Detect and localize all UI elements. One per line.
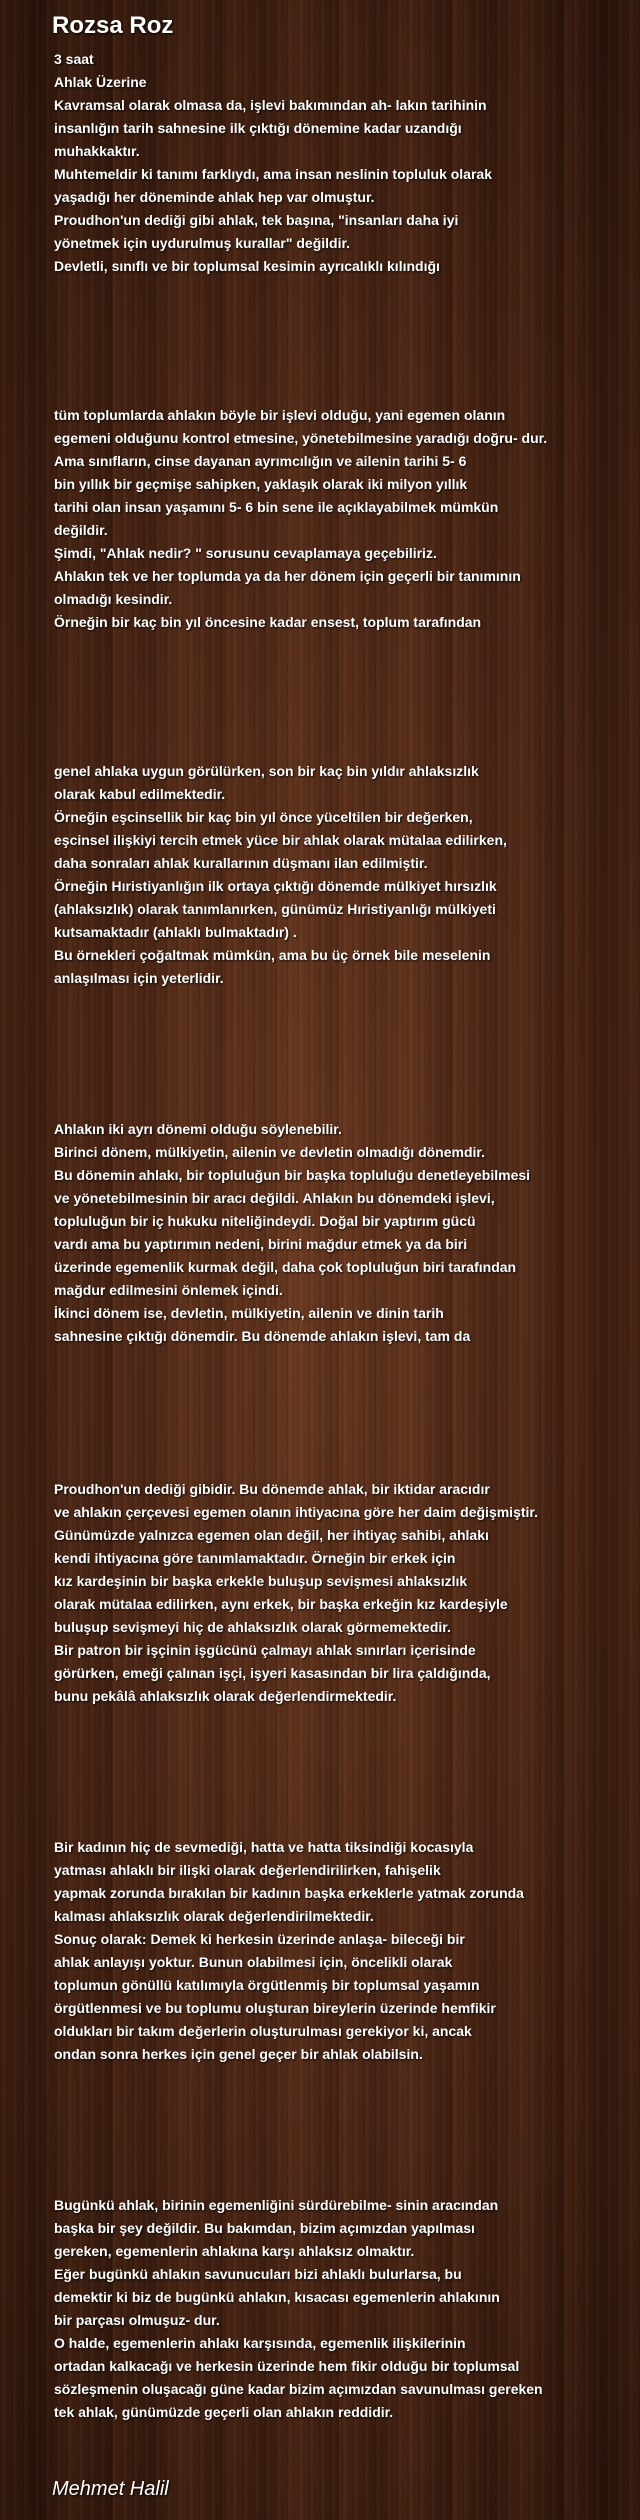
stanza-1 bbox=[54, 48, 634, 278]
poem-line: Bu dönemin ahlakı, bir topluluğun bir başka topluluğu denetleyebilmesi bbox=[54, 1167, 531, 1183]
poem-line: Örneğin Hıristiyanlığın ilk ortaya çıktığı dönemde mülkiyet hırsızlık bbox=[54, 878, 497, 894]
stanza-7 bbox=[54, 2194, 634, 2424]
poem-line: yönetmek için uydurulmuş kurallar" değildir. bbox=[54, 235, 351, 251]
author-signature: Mehmet Halil bbox=[52, 2478, 169, 2500]
poem-line: Kavramsal olarak olmasa da, işlevi bakımından ah- lakın tarihinin bbox=[54, 97, 487, 113]
poem-line: örgütlenmesi ve bu toplumu oluşturan bireylerin üzerinde hemfikir bbox=[54, 2000, 496, 2016]
poem-line: Muhtemeldir ki tanımı farklıydı, ama insan neslinin topluluk olarak bbox=[54, 166, 492, 182]
poem-line: muhakkaktır. bbox=[54, 143, 140, 159]
poem-line: insanlığın tarih sahnesine ilk çıktığı dönemine kadar uzandığı bbox=[54, 120, 462, 136]
poem-line: yapmak zorunda bırakılan bir kadının başka erkeklerle yatmak zorunda bbox=[54, 1885, 524, 1901]
poem-line: bir parçası olmuşuz- dur. bbox=[54, 2312, 220, 2328]
poem-title: Rozsa Roz bbox=[52, 12, 174, 39]
poem-line: bin yıllık bir geçmişe sahipken, yaklaşık olarak iki milyon yıllık bbox=[54, 476, 468, 492]
poem-line: başka bir şey değildir. Bu bakımdan, bizim açımızdan yapılması bbox=[54, 2220, 475, 2236]
poem-line: görürken, emeği çalınan işçi, işyeri kasasından bir lira çaldığında, bbox=[54, 1665, 491, 1681]
poem-line: Birinci dönem, mülkiyetin, ailenin ve devletin olmadığı dönemdir. bbox=[54, 1144, 485, 1160]
poem-line: kendi ihtiyacına göre tanımlamaktadır. Örneğin bir erkek için bbox=[54, 1550, 456, 1566]
poem-line: sözleşmenin oluşacağı güne kadar bizim açımızdan savunulması gereken bbox=[54, 2381, 543, 2397]
poem-line: Örneğin bir kaç bin yıl öncesine kadar ensest, toplum tarafından bbox=[54, 614, 482, 630]
poem-line: Proudhon'un dediği gibidir. Bu dönemde ahlak, bir iktidar aracıdır bbox=[54, 1481, 490, 1497]
poem-line: mağdur edilmesini önlemek içindi. bbox=[54, 1282, 283, 1298]
poem-line: olarak kabul edilmektedir. bbox=[54, 786, 226, 802]
poem-line: Ahlakın iki ayrı dönemi olduğu söylenebilir. bbox=[54, 1121, 342, 1137]
poem-line: Eğer bugünkü ahlakın savunucuları bizi ahlaklı bulurlarsa, bu bbox=[54, 2266, 462, 2282]
poem-line: kutsamaktadır (ahlaklı bulmaktadır) . bbox=[54, 924, 297, 940]
poem-line: tüm toplumlarda ahlakın böyle bir işlevi olduğu, yani egemen olanın bbox=[54, 407, 506, 423]
poem-line: yatması ahlaklı bir ilişki olarak değerlendirilirken, fahişelik bbox=[54, 1862, 441, 1878]
poem-line: daha sonraları ahlak kurallarının düşmanı ilan edilmiştir. bbox=[54, 855, 428, 871]
poem-line: tarihi olan insan yaşamını 5- 6 bin sene ile açıklayabilmek mümkün bbox=[54, 499, 499, 515]
poem-line: O halde, egemenlerin ahlakı karşısında, egemenlik ilişkilerinin bbox=[54, 2335, 466, 2351]
poem-line: ve yönetebilmesinin bir aracı değildi. Ahlakın bu dönemdeki işlevi, bbox=[54, 1190, 495, 1206]
poem-line: Sonuç olarak: Demek ki herkesin üzerinde anlaşa- bileceği bir bbox=[54, 1931, 465, 1947]
poem-line: İkinci dönem ise, devletin, mülkiyetin, ailenin ve dinin tarih bbox=[54, 1305, 444, 1321]
poem-line: vardı ama bu yaptırımın nedeni, birini mağdur etmek ya da biri bbox=[54, 1236, 468, 1252]
poem-line: Bir kadının hiç de sevmediği, hatta ve hatta tiksindiği kocasıyla bbox=[54, 1839, 474, 1855]
poem-line: yaşadığı her döneminde ahlak hep var olmuştur. bbox=[54, 189, 375, 205]
poem-line: eşcinsel ilişkiyi tercih etmek yüce bir ahlak olarak mütalaa edilirken, bbox=[54, 832, 507, 848]
poem-line: topluluğun bir iç hukuku niteliğindeydi. Doğal bir yaptırım gücü bbox=[54, 1213, 476, 1229]
poem-line: Ahlakın tek ve her toplumda ya da her dönem için geçerli bir tanımının bbox=[54, 568, 521, 584]
poem-line: Bugünkü ahlak, birinin egemenliğini sürdürebilme- sinin aracından bbox=[54, 2197, 499, 2213]
poem-line: ortadan kalkacağı ve herkesin üzerinde hem fikir olduğu bir toplumsal bbox=[54, 2358, 520, 2374]
stanza-4 bbox=[54, 1118, 634, 1348]
poem-line: kalması ahlaksızlık olarak değerlendirilmektedir. bbox=[54, 1908, 374, 1924]
poem-line: bunu pekâlâ ahlaksızlık olarak değerlendirmektedir. bbox=[54, 1688, 397, 1704]
poem-line: kız kardeşinin bir başka erkekle buluşup sevişmesi ahlaksızlık bbox=[54, 1573, 468, 1589]
poem-line: Bir patron bir işçinin işgücünü çalmayı ahlak sınırları içerisinde bbox=[54, 1642, 476, 1658]
poem-line: egemeni olduğunu kontrol etmesine, yönetebilmesine yaradığı doğru- dur. bbox=[54, 430, 548, 446]
poem-line: ahlak anlayışı yoktur. Bunun olabilmesi için, öncelikli olarak bbox=[54, 1954, 453, 1970]
poem-line: (ahlaksızlık) olarak tanımlanırken, günümüz Hıristiyanlığı mülkiyeti bbox=[54, 901, 496, 917]
poem-line: olmadığı kesindir. bbox=[54, 591, 173, 607]
poem-line: oldukları bir takım değerlerin oluşturulması gerekiyor ki, ancak bbox=[54, 2023, 472, 2039]
poem-line: Devletli, sınıflı ve bir toplumsal kesimin ayrıcalıklı kılındığı bbox=[54, 258, 440, 274]
poem-line: Örneğin eşcinsellik bir kaç bin yıl önce yüceltilen bir değerken, bbox=[54, 809, 473, 825]
poem-line: tek ahlak, günümüzde geçerli olan ahlakın reddidir. bbox=[54, 2404, 394, 2420]
poem-line: olarak mütalaa edilirken, aynı erkek, bir başka erkeğin kız kardeşiyle bbox=[54, 1596, 508, 1612]
poem-line: Ahlak Üzerine bbox=[54, 74, 147, 90]
poem-line: anlaşılması için yeterlidir. bbox=[54, 970, 224, 986]
poem-line: değildir. bbox=[54, 522, 108, 538]
poem-line: Günümüzde yalnızca egemen olan değil, her ihtiyaç sahibi, ahlakı bbox=[54, 1527, 489, 1543]
poem-line: ondan sonra herkes için genel geçer bir ahlak olabilsin. bbox=[54, 2046, 423, 2062]
stanza-2 bbox=[54, 404, 634, 634]
poem-line: gereken, egemenlerin ahlakına karşı ahlaksız olmaktır. bbox=[54, 2243, 415, 2259]
stanza-6 bbox=[54, 1836, 634, 2066]
poem-line: Proudhon'un dediği gibi ahlak, tek başına, "insanları daha iyi bbox=[54, 212, 459, 228]
poem-line: buluşup sevişmeyi hiç de ahlaksızlık olarak görmemektedir. bbox=[54, 1619, 451, 1635]
poem-line: sahnesine çıktığı dönemdir. Bu dönemde ahlakın işlevi, tam da bbox=[54, 1328, 471, 1344]
poem-line: demektir ki biz de bugünkü ahlakın, kısacası egemenlerin ahlakının bbox=[54, 2289, 500, 2305]
poem-line: Şimdi, "Ahlak nedir? " sorusunu cevaplamaya geçebiliriz. bbox=[54, 545, 437, 561]
stanza-5 bbox=[54, 1478, 634, 1708]
poem-line: üzerinde egemenlik kurmak değil, daha çok topluluğun biri tarafından bbox=[54, 1259, 517, 1275]
poem-line: Bu örnekleri çoğaltmak mümkün, ama bu üç örnek bile meselenin bbox=[54, 947, 491, 963]
poem-line: toplumun gönüllü katılımıyla örgütlenmiş bir toplumsal yaşamın bbox=[54, 1977, 480, 1993]
stanza-3 bbox=[54, 760, 634, 990]
poem-line: 3 saat bbox=[54, 51, 94, 67]
poem-line: ve ahlakın çerçevesi egemen olanın ihtiyacına göre her daim değişmiştir. bbox=[54, 1504, 538, 1520]
poem-line: genel ahlaka uygun görülürken, son bir kaç bin yıldır ahlaksızlık bbox=[54, 763, 479, 779]
poem-line: Ama sınıfların, cinse dayanan ayrımcılığın ve ailenin tarihi 5- 6 bbox=[54, 453, 467, 469]
